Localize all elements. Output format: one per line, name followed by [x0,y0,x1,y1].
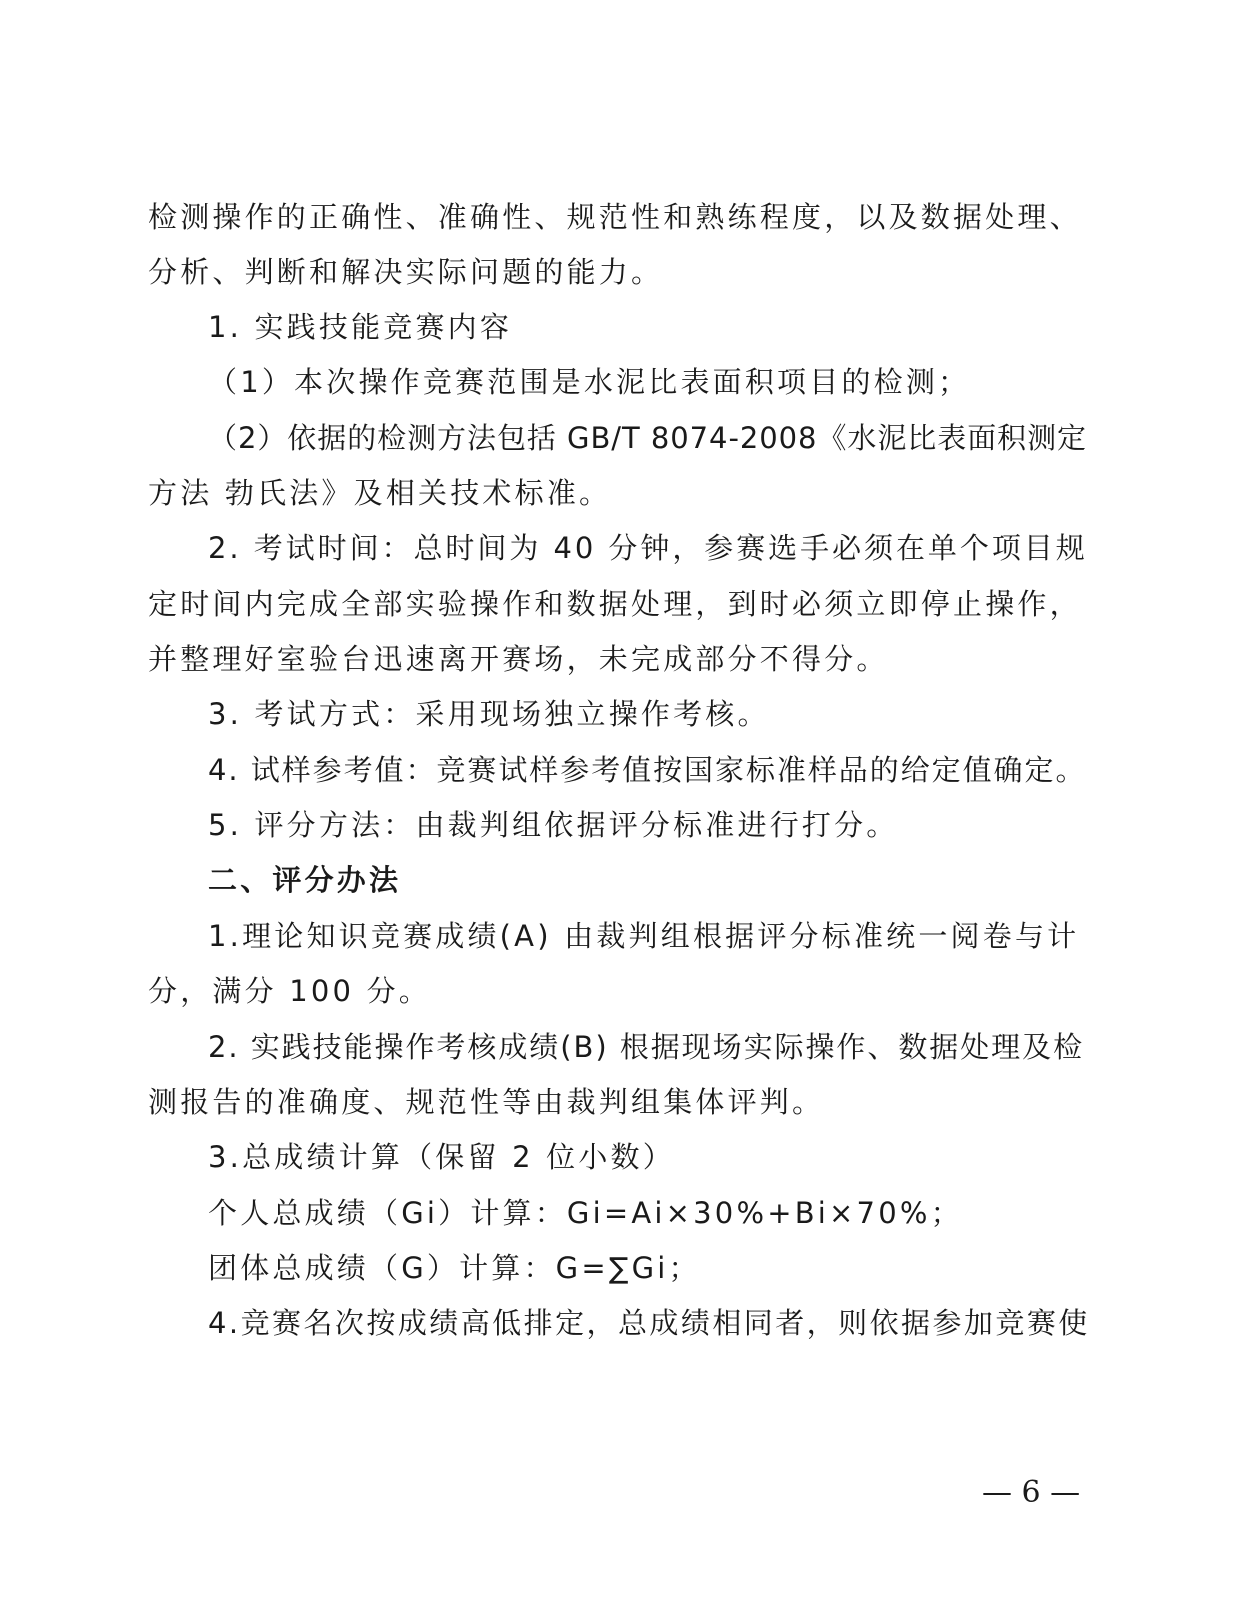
body-text-line: （1）本次操作竞赛范围是水泥比表面积项目的检测； [208,365,971,399]
section-heading: 二、评分办法 [208,863,402,897]
body-text-line: （2）依据的检测方法包括 GB/T 8074-2008《水泥比表面积测定 [208,421,1088,455]
page-number: — 6 — [982,1475,1081,1510]
body-text-line: 分，满分 100 分。 [148,974,431,1008]
body-text-line: 2. 考试时间：总时间为 40 分钟，参赛选手必须在单个项目规 [208,531,1088,565]
body-text-line: 4.竞赛名次按成绩高低排定，总成绩相同者，则依据参加竞赛使 [208,1306,1090,1340]
body-text-line: 5. 评分方法：由裁判组依据评分标准进行打分。 [208,808,899,842]
body-text-line: 检测操作的正确性、准确性、规范性和熟练程度，以及数据处理、 [148,200,1082,234]
formula-line: 团体总成绩（G）计算：G=∑Gi； [208,1251,701,1285]
body-text-line: 1.理论知识竞赛成绩(A) 由裁判组根据评分标准统一阅卷与计 [208,919,1080,953]
body-text-line: 4. 试样参考值：竞赛试样参考值按国家标准样品的给定值确定。 [208,753,1087,787]
body-text-line: 方法 勃氏法》及相关技术标准。 [148,476,612,510]
body-text-line: 3. 考试方式：采用现场独立操作考核。 [208,697,770,731]
body-text-line: 定时间内完成全部实验操作和数据处理，到时必须立即停止操作， [148,587,1082,621]
body-text-line: 3.总成绩计算（保留 2 位小数） [208,1140,675,1174]
formula-line: 个人总成绩（Gi）计算：Gi=Ai×30%+Bi×70%； [208,1196,963,1230]
body-text-line: 测报告的准确度、规范性等由裁判组集体评判。 [148,1085,825,1119]
body-text-line: 并整理好室验台迅速离开赛场，未完成部分不得分。 [148,642,889,676]
section-item-title: 1. 实践技能竞赛内容 [208,310,513,344]
body-text-line: 分析、判断和解决实际问题的能力。 [148,255,664,289]
body-text-line: 2. 实践技能操作考核成绩(B) 根据现场实际操作、数据处理及检 [208,1030,1085,1064]
